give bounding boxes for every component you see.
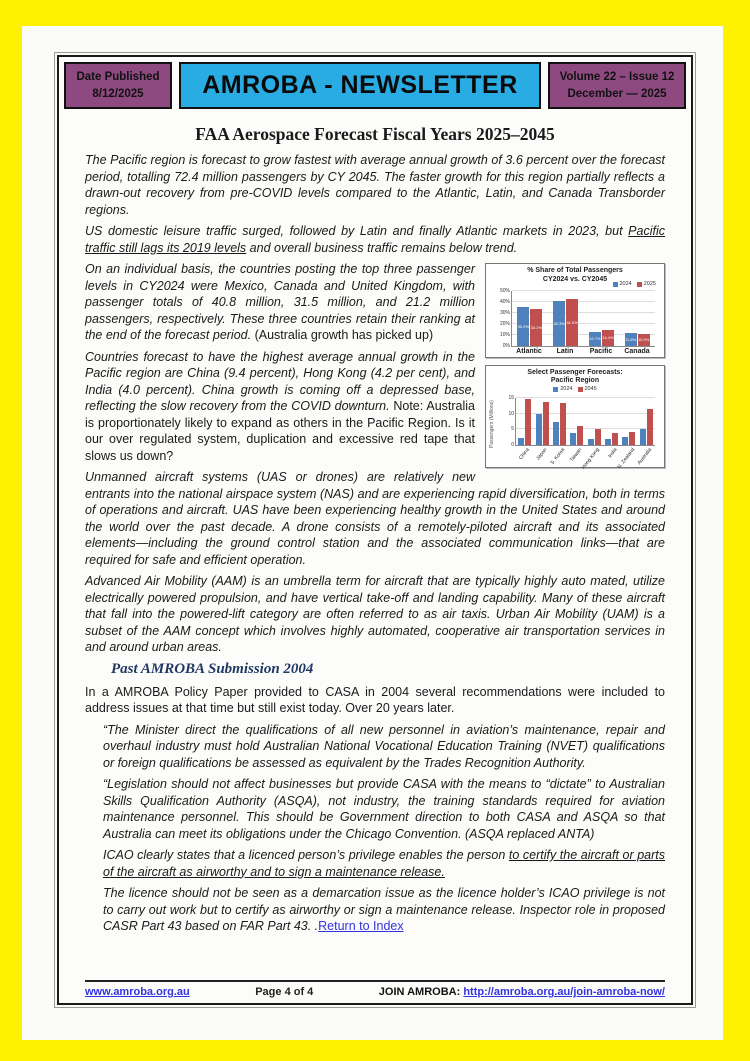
chart-x-axis-labels: China Japan S. Korea Taiwan Hong Kong India N. Zealand Australia: [518, 447, 654, 471]
text-segment: The Pacific region is forecast to grow fastest with average annual growth of 3.6 percent over the forecast period, totalling 72.4 million passengers by CY 2045. The faster growth for this region partially reflects a drawn-out recovery from pre-COVID levels compared to the Atlantic, Latin, and Canada Transborder regions.: [85, 153, 665, 217]
date-published-value: 8/12/2025: [92, 87, 144, 100]
text-segment: “Legislation should not affect businesses but provide CASA with the means to “dictate” to Australian Skills Qualification Authority (ASQA), not industry, the training standards required for aviation maintenance personnel. This should be Government direction to both CASA and ASQA so that Australia can meet its obligations under the Chicago Convention. (ASQA replaced ANTA): [103, 777, 665, 841]
paragraph-uas: [85, 469, 665, 568]
paragraph-aam: [85, 573, 665, 656]
masthead: [64, 62, 686, 109]
footer-page-number: Page 4 of 4: [255, 986, 314, 998]
volume-issue: Volume 22 – Issue 12: [559, 71, 675, 84]
chart-plot-area: 0% 10% 20% 30% 40% 50% 35.2% 33.2% 40.3% 41.9% 12.7% 14.4% 11.8% 10.5%: [511, 291, 655, 347]
footer: [85, 980, 665, 998]
chart-legend: 2024 2025: [613, 281, 657, 287]
chart-legend: 2024 2045: [491, 386, 659, 392]
chart-subtitle: CY2024 vs. CY2045: [542, 275, 608, 283]
footer-website-link[interactable]: www.amroba.org.au: [85, 986, 190, 998]
text-segment: Pacific traffic still lags its 2019 levels: [85, 224, 665, 255]
quote-icao: [103, 847, 665, 880]
volume-issue-box: [548, 62, 686, 109]
text-segment: Countries forecast to have the highest average annual growth in the Pacific region are China (9.4 percent), Hong Kong (4.2 per cent), and India (4.0 percent). China growth is coming off a depressed base, reflecting the slow recovery from the COVID downturn.: [85, 349, 475, 413]
footer-join: [379, 986, 665, 998]
chart-title: % Share of Total Passengers: [527, 267, 623, 274]
text-segment: ICAO clearly states that a licenced person’s privilege enables the person: [103, 848, 509, 862]
text-segment: “The Minister direct the qualifications of all new personnel in aviation’s maintenance, repair and overhaul industry must hold Australian National Vocational Education Training (NVET) qualifications or foreign qualifications be assessed as equivalent by the Trades Recognition Authority.: [103, 722, 665, 770]
newsletter-page: [22, 26, 723, 1040]
date-published-box: [64, 62, 172, 109]
newsletter-title: AMROBA - NEWSLETTER: [202, 71, 518, 99]
text-segment: On an individual basis, the countries posting the top three passenger levels in CY2024 were Mexico, Canada and United Kingdom, with passenger totals of 40.8 million, 31.5 million, and 21.2 million passengers, respectively. These three countries retain their ranking at the end of the forecast period.: [85, 262, 475, 342]
text-segment: (Australia growth has picked up): [254, 328, 434, 342]
footer-join-label: JOIN AMROBA:: [378, 986, 461, 998]
chart-pacific-forecasts: [485, 365, 665, 469]
article: [59, 114, 691, 940]
quote-legislation: [103, 776, 665, 842]
text-segment: US domestic leisure traffic surged, followed by Latin and finally Atlantic markets in 2023, but: [85, 224, 629, 238]
issue-date: December — 2025: [567, 87, 667, 100]
section-heading-past-submission: Past AMROBA Submission 2004: [111, 660, 314, 677]
content-box: [57, 55, 693, 1005]
paragraph-licence-demarcation: [103, 885, 665, 935]
article-title: FAA Aerospace Forecast Fiscal Years 2025–2045: [195, 124, 555, 144]
chart-subtitle: Pacific Region: [550, 377, 600, 385]
chart-x-axis-labels: Atlantic Latin Pacific Canada: [516, 347, 650, 355]
newsletter-title-banner: [179, 62, 541, 109]
footer-join-link[interactable]: http://amroba.org.au/join-amroba-now/: [463, 986, 665, 998]
paragraph-policy-paper: [85, 684, 665, 717]
chart-plot-area: 0 5 10 15: [515, 398, 655, 446]
return-to-index-link[interactable]: Return to Index: [318, 919, 404, 933]
text-segment: In a AMROBA Policy Paper provided to CASA in 2004 several recommendations were included to address issues at that time but still exist today. Over 20 years later.: [85, 684, 665, 715]
text-segment: The licence should not be seen as a demarcation issue as the licence holder’s ICAO privilege is not to carry out work but to certify as airworthy or sign a maintenance release. Inspector role in proposed CASR Part 43 based on FAR Part 43. .: [103, 886, 665, 933]
paragraph-us-domestic: [85, 223, 665, 256]
text-segment: Note: Australia is proportionately likely to expand as others in the Pacific Region. Is it our over regulated system, duplication and excessive red tape that slows us down?: [85, 399, 475, 463]
chart-title: Select Passenger Forecasts:: [527, 368, 623, 376]
text-segment: Advanced Air Mobility (AAM) is an umbrella term for aircraft that are typically highly auto mated, utilize electrically powered propulsion, and have vertical take-off and landing capability. Many of these aircraft that fall into the powered-lift category are often referred to as air taxis. Urban Air Mobility (UAM) is a subset of the AAM concept which involves highly automated, cooperative air transportation services in and around urban areas.: [85, 574, 665, 654]
charts-column: [485, 263, 665, 471]
chart-y-axis-label: Passengers (Millions): [489, 399, 495, 448]
chart-share-total-passengers: [485, 263, 665, 358]
text-segment: Unmanned aircraft systems (UAS or drones) are relatively new entrants into the national airspace system (NAS) and are experiencing rapid diversification, both in terms of operations and aircraft. UAS have been experiencing healthy growth in the United States and around the world over the past decade. A drone consists of a remotely-piloted aircraft and its associated elements—including the ground control station and the associated communication links—that are required for safe and efficient operation.: [85, 470, 665, 567]
quote-minister: [103, 722, 665, 772]
text-segment: and overall business traffic remains below trend.: [246, 240, 518, 255]
text-segment: to certify the aircraft or parts of the aircraft as airworthy and to sign a maintenance release.: [103, 848, 665, 879]
date-published-label: Date Published: [76, 71, 160, 84]
paragraph-pacific-forecast: [85, 152, 665, 218]
